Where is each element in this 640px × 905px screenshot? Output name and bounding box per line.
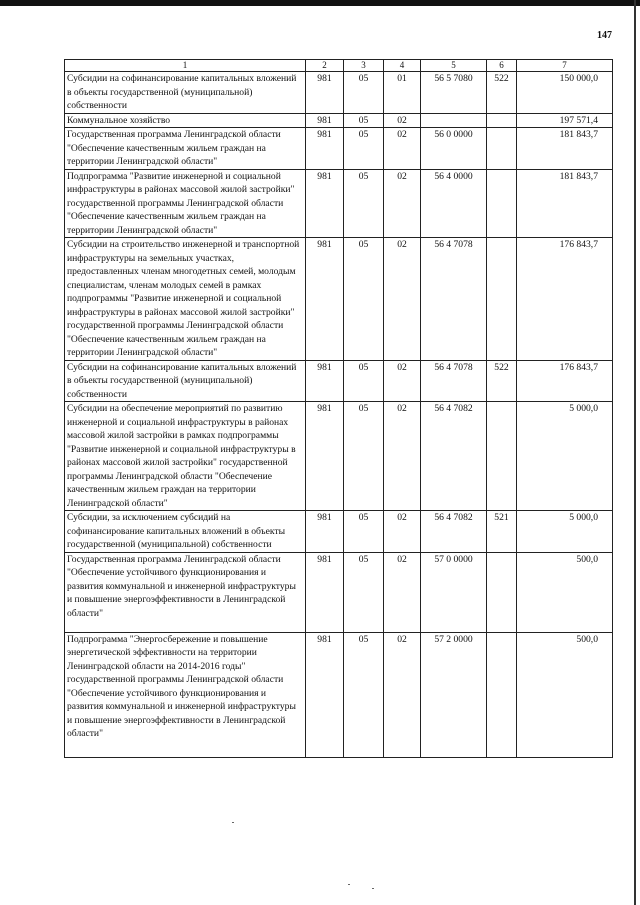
cell-subsection: 02	[384, 360, 421, 402]
cell-section: 05	[344, 128, 384, 170]
cell-amount: 181 843,7	[517, 169, 613, 238]
page-number: 147	[597, 30, 612, 41]
cell-subsection: 02	[384, 113, 421, 128]
cell-code: 981	[306, 113, 344, 128]
table-row	[65, 511, 613, 553]
cell-type: 522	[487, 360, 517, 402]
cell-target: 56 5 7080	[421, 72, 487, 114]
cell-section: 05	[344, 632, 384, 757]
cell-target: 56 4 0000	[421, 169, 487, 238]
cell-code: 981	[306, 360, 344, 402]
row-name: Государственная программа Ленинградской области "Обеспечение устойчивого функционирования и развития коммунальной и инженерной инфраструктуры и повышение энергоэффективности в Ленинградской области"	[65, 552, 306, 632]
cell-code: 981	[306, 511, 344, 553]
cell-code: 981	[306, 402, 344, 511]
cell-section: 05	[344, 360, 384, 402]
cell-target	[421, 113, 487, 128]
cell-target: 57 0 0000	[421, 552, 487, 632]
cell-section: 05	[344, 169, 384, 238]
cell-amount: 5 000,0	[517, 511, 613, 553]
cell-type	[487, 402, 517, 511]
table-row	[65, 402, 613, 511]
table-row	[65, 72, 613, 114]
cell-subsection: 02	[384, 511, 421, 553]
header-row	[65, 60, 613, 72]
cell-section: 05	[344, 402, 384, 511]
cell-subsection: 02	[384, 238, 421, 361]
cell-amount: 176 843,7	[517, 238, 613, 361]
cell-type: 521	[487, 511, 517, 553]
table-row	[65, 238, 613, 361]
cell-subsection: 01	[384, 72, 421, 114]
cell-amount: 500,0	[517, 632, 613, 757]
col-header-1: 1	[65, 60, 306, 72]
row-name: Субсидии на софинансирование капитальных вложений в объекты государственной (муниципальной) собственности	[65, 360, 306, 402]
cell-target: 56 4 7078	[421, 360, 487, 402]
scan-speck	[372, 888, 374, 889]
cell-subsection: 02	[384, 169, 421, 238]
cell-type: 522	[487, 72, 517, 114]
table-row	[65, 360, 613, 402]
cell-type	[487, 552, 517, 632]
cell-target: 56 0 0000	[421, 128, 487, 170]
cell-code: 981	[306, 169, 344, 238]
row-name: Субсидии, за исключением субсидий на софинансирование капитальных вложений в объекты государственной (муниципальной) собственности	[65, 511, 306, 553]
cell-type	[487, 238, 517, 361]
cell-amount: 500,0	[517, 552, 613, 632]
scan-speck	[348, 884, 350, 885]
cell-code: 981	[306, 238, 344, 361]
cell-type	[487, 113, 517, 128]
cell-amount: 150 000,0	[517, 72, 613, 114]
col-header-5: 5	[421, 60, 487, 72]
cell-code: 981	[306, 632, 344, 757]
cell-subsection: 02	[384, 128, 421, 170]
row-name: Коммунальное хозяйство	[65, 113, 306, 128]
cell-section: 05	[344, 72, 384, 114]
row-name: Государственная программа Ленинградской области "Обеспечение качественным жильем граждан на территории Ленинградской области"	[65, 128, 306, 170]
col-header-3: 3	[344, 60, 384, 72]
cell-code: 981	[306, 128, 344, 170]
col-header-7: 7	[517, 60, 613, 72]
row-name: Субсидии на строительство инженерной и транспортной инфраструктуры на земельных участках, предоставленных членам многодетных семей, молодым специалистам, членам молодых семей в рамках подпрограммы "Развитие инженерной и социальной инфраструктуры в районах массовой жилой застройки" государственной программы Ленинградской области "Обеспечение качественным жильем граждан на территории Ленинградской области"	[65, 238, 306, 361]
cell-amount: 176 843,7	[517, 360, 613, 402]
row-name: Субсидии на софинансирование капитальных вложений в объекты государственной (муниципальной) собственности	[65, 72, 306, 114]
cell-type	[487, 128, 517, 170]
cell-target: 56 4 7078	[421, 238, 487, 361]
row-name: Субсидии на обеспечение мероприятий по развитию инженерной и социальной инфраструктуры в районах массовой жилой застройки в рамках подпрограммы "Развитие инженерной и социальной инфраструктуры в районах массовой жилой застройки" государственной программы Ленинградской области "Обеспечение качественным жильем граждан на территории Ленинградской области"	[65, 402, 306, 511]
cell-type	[487, 169, 517, 238]
row-name: Подпрограмма "Развитие инженерной и социальной инфраструктуры в районах массовой жилой застройки" государственной программы Ленинградской области "Обеспечение качественным жильем граждан на территории Ленинградской области"	[65, 169, 306, 238]
table-row	[65, 169, 613, 238]
cell-target: 56 4 7082	[421, 511, 487, 553]
cell-section: 05	[344, 552, 384, 632]
cell-code: 981	[306, 552, 344, 632]
scan-speck	[232, 822, 234, 823]
cell-section: 05	[344, 113, 384, 128]
table-row	[65, 552, 613, 632]
budget-table	[64, 59, 613, 758]
col-header-6: 6	[487, 60, 517, 72]
cell-amount: 5 000,0	[517, 402, 613, 511]
cell-subsection: 02	[384, 402, 421, 511]
table-row	[65, 632, 613, 757]
col-header-2: 2	[306, 60, 344, 72]
cell-section: 05	[344, 511, 384, 553]
cell-target: 57 2 0000	[421, 632, 487, 757]
col-header-4: 4	[384, 60, 421, 72]
scan-right-edge	[634, 0, 636, 905]
table-row	[65, 113, 613, 128]
cell-section: 05	[344, 238, 384, 361]
row-name: Подпрограмма "Энергосбережение и повышение энергетической эффективности на территории Ленинградской области на 2014-2016 годы" государственной программы Ленинградской области "Обеспечение устойчивого функционирования и развития коммунальной и инженерной инфраструктуры и повышение энергоэффективности в Ленинградской области"	[65, 632, 306, 757]
scan-top-edge	[0, 0, 640, 6]
cell-target: 56 4 7082	[421, 402, 487, 511]
cell-type	[487, 632, 517, 757]
cell-amount: 181 843,7	[517, 128, 613, 170]
cell-subsection: 02	[384, 552, 421, 632]
cell-code: 981	[306, 72, 344, 114]
cell-subsection: 02	[384, 632, 421, 757]
table-row	[65, 128, 613, 170]
cell-amount: 197 571,4	[517, 113, 613, 128]
